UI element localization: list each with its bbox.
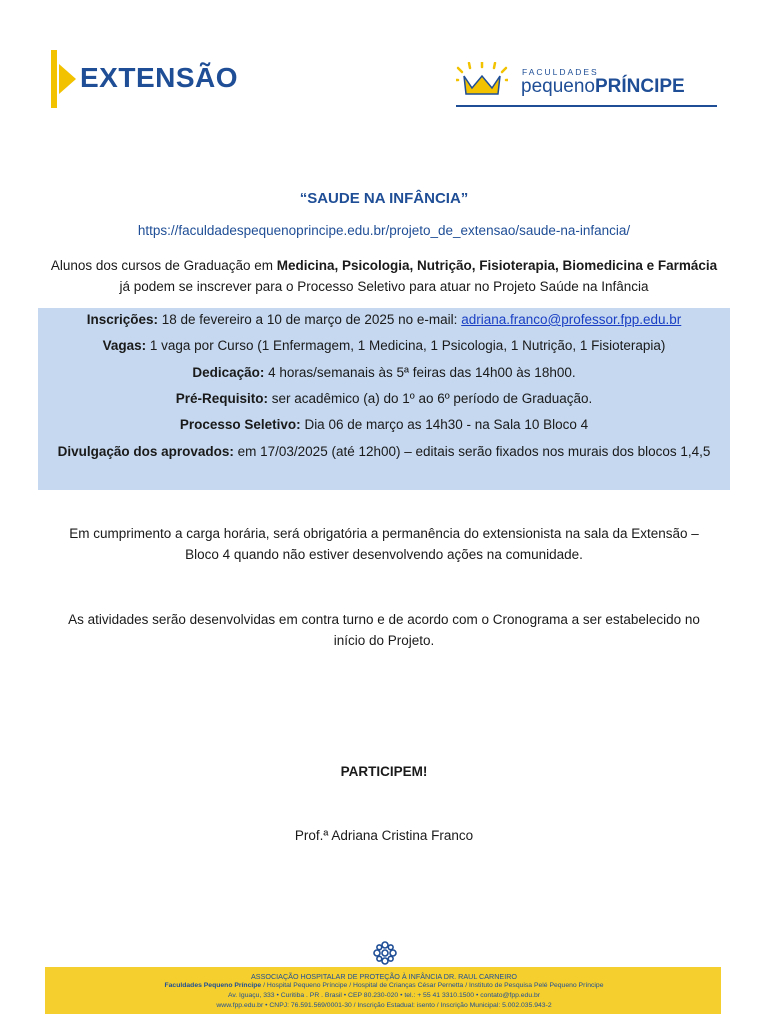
extension-accent-bar — [51, 50, 57, 108]
processo-label: Processo Seletivo: — [179, 417, 301, 432]
prereq-label: Pré-Requisito: — [175, 391, 268, 406]
vagas-label: Vagas: — [102, 338, 147, 353]
prereq-value: ser acadêmico (a) do 1º ao 6º período de Graduação. — [267, 391, 593, 406]
divulgacao-value: em 17/03/2025 (até 12h00) – editais serão fixados nos murais dos blocos 1,4,5 — [233, 444, 711, 459]
intro-prefix: Alunos dos cursos de Graduação em — [50, 258, 277, 273]
call-to-action: PARTICIPEM! — [340, 764, 428, 779]
logo-faculdades-label: FACULDADES — [522, 67, 599, 77]
page-title: “SAUDE NA INFÂNCIA” — [299, 190, 469, 207]
logo-wordmark — [521, 76, 685, 98]
divulgacao-label: Divulgação dos aprovados: — [57, 444, 234, 459]
paragraph-atividades — [0, 609, 768, 651]
detail-prerequisito — [0, 391, 768, 406]
para1-line1: Em cumprimento a carga horária, será obrigatória a permanência do extensionista na sala da Extensão – — [69, 526, 699, 541]
section-title: EXTENSÃO — [80, 62, 239, 93]
crown-logo-icon — [456, 62, 508, 98]
detail-divulgacao — [0, 444, 768, 459]
paragraph-carga-horaria — [0, 523, 768, 565]
inscricoes-label: Inscrições: — [86, 312, 158, 327]
intro-paragraph — [0, 255, 768, 297]
detail-inscricoes — [0, 312, 768, 327]
footer-hospitals: / Hospital Pequeno Príncipe / Hospital de Crianças César Pernetta / Instituto de Pesquisa Pelé Pequeno Príncipe — [261, 982, 604, 989]
para2-line1: As atividades serão desenvolvidas em contra turno e de acordo com o Cronograma a ser estabelecido no — [68, 612, 700, 627]
detail-vagas — [0, 338, 768, 353]
inscricoes-value: 18 de fevereiro a 10 de março de 2025 no e-mail: — [158, 312, 462, 327]
footer-address: Av. Iguaçu, 333 • Curitiba . PR . Brasil • CEP 80.230-020 • tel.: + 55 41 3310.1500 • contato@fpp.edu.br — [227, 992, 541, 999]
intro-line-1 — [0, 255, 768, 276]
intro-courses: Medicina, Psicologia, Nutrição, Fisioterapia, Biomedicina e Farmácia — [276, 258, 718, 273]
email-link[interactable]: adriana.franco@professor.fpp.edu.br — [461, 312, 682, 327]
intro-line-2: já podem se inscrever para o Processo Seletivo para atuar no Projeto Saúde na Infância — [119, 279, 649, 294]
header-rule — [456, 105, 717, 107]
project-url[interactable]: https://faculdadespequenoprincipe.edu.br/projeto_de_extensao/saude-na-infancia/ — [137, 223, 631, 238]
detail-dedicacao — [0, 365, 768, 380]
processo-value: Dia 06 de março as 14h30 - na Sala 10 Bloco 4 — [300, 417, 589, 432]
flower-emblem-icon — [372, 940, 398, 966]
footer-association: ASSOCIAÇÃO HOSPITALAR DE PROTEÇÃO À INFÂNCIA DR. RAUL CARNEIRO — [251, 972, 517, 981]
para2-line2: início do Projeto. — [333, 633, 435, 648]
vagas-value: 1 vaga por Curso (1 Enfermagem, 1 Medicina, 1 Psicologia, 1 Nutrição, 1 Fisioterapia) — [146, 338, 666, 353]
footer-institutions — [0, 982, 768, 989]
dedicacao-label: Dedicação: — [192, 365, 265, 380]
extension-arrow-icon — [59, 64, 76, 94]
dedicacao-value: 4 horas/semanais às 5ª feiras das 14h00 às 18h00. — [264, 365, 576, 380]
signature: Prof.ª Adriana Cristina Franco — [294, 828, 474, 843]
footer-registration: www.fpp.edu.br • CNPJ: 76.591.569/0001-30 / Inscrição Estadual: isento / Inscrição Municipal: 5.002.035.943-2 — [216, 1002, 552, 1009]
detail-processo-seletivo — [0, 417, 768, 432]
para1-line2: Bloco 4 quando não estiver desenvolvendo ações na comunidade. — [185, 547, 583, 562]
logo-principe-text: PRÍNCIPE — [594, 76, 685, 97]
logo-pequeno-text: pequeno — [521, 76, 595, 97]
footer-faculdades: Faculdades Pequeno Príncipe — [164, 982, 262, 989]
